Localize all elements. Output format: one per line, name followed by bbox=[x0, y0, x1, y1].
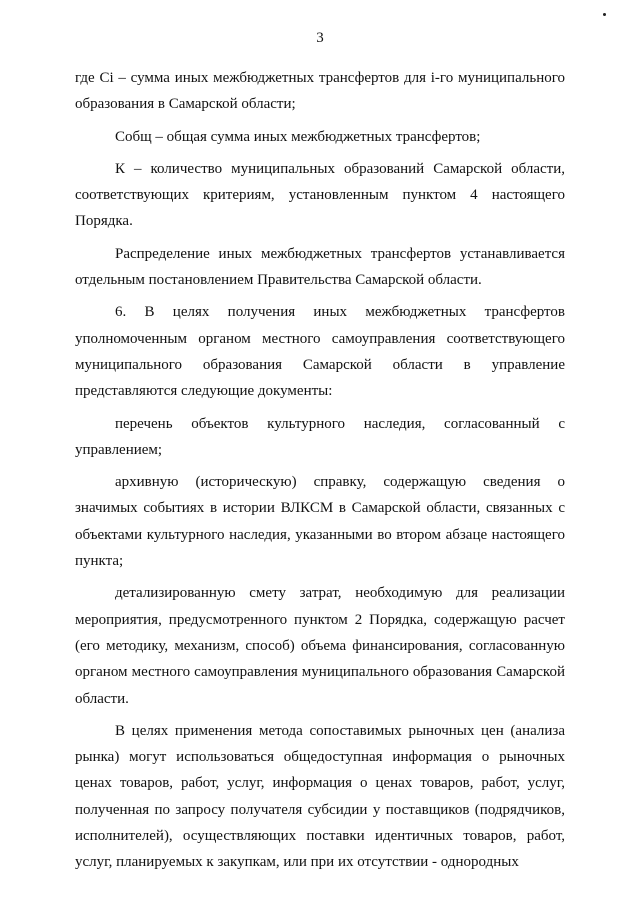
page-number: 3 bbox=[316, 30, 324, 46]
paragraph-cost-estimate: детализированную смету затрат, необходимую для реализации мероприятия, предусмотренного пунктом 2 Порядка, содержащую расчет (его методику, механизм, способ) объема финансирования, согласованную органом местного самоуправления муниципального образования Самарской области. bbox=[75, 585, 565, 707]
paragraph-clause-6: 6. В целях получения иных межбюджетных трансфертов уполномоченным органом местного самоуправления соответствующего муниципального образования Самарской области в управление представляются следующие документы: bbox=[75, 304, 565, 400]
paragraph-distribution: Распределение иных межбюджетных трансфертов устанавливается отдельным постановлением Правительства Самарской области. bbox=[75, 245, 565, 289]
paragraph-list-objects: перечень объектов культурного наследия, согласованный с управлением; bbox=[75, 415, 565, 458]
paragraph-ci-definition: где Ci – сумма иных межбюджетных трансфертов для i-го муниципального образования в Самарской области; bbox=[75, 70, 565, 113]
paragraph-archive-reference: архивную (историческую) справку, содержащую сведения о значимых событиях в истории ВЛКСМ в Самарской области, связанных с объектами культурного наследия, указанными во втором абзаце настоящего пункта; bbox=[75, 474, 565, 570]
paragraph-sobsh-definition: Собщ – общая сумма иных межбюджетных трансфертов; bbox=[115, 128, 481, 145]
paragraph-market-prices: В целях применения метода сопоставимых рыночных цен (анализа рынка) могут использоваться общедоступная информация о рыночных ценах товаров, работ, услуг, информация о ценах товаров, работ, услуг, полученная по запросу получателя субсидии у поставщиков (подрядчиков, исполнителей), осуществляющих поставки идентичных товаров, работ, услуг, планируемых к закупкам, или при их отсутствии - однородных bbox=[75, 722, 565, 871]
scan-mark bbox=[603, 13, 606, 16]
paragraph-k-definition: К – количество муниципальных образований Самарской области, соответствующих критериям, установленным пунктом 4 настоящего Порядка. bbox=[75, 160, 565, 230]
document-body bbox=[75, 65, 565, 876]
